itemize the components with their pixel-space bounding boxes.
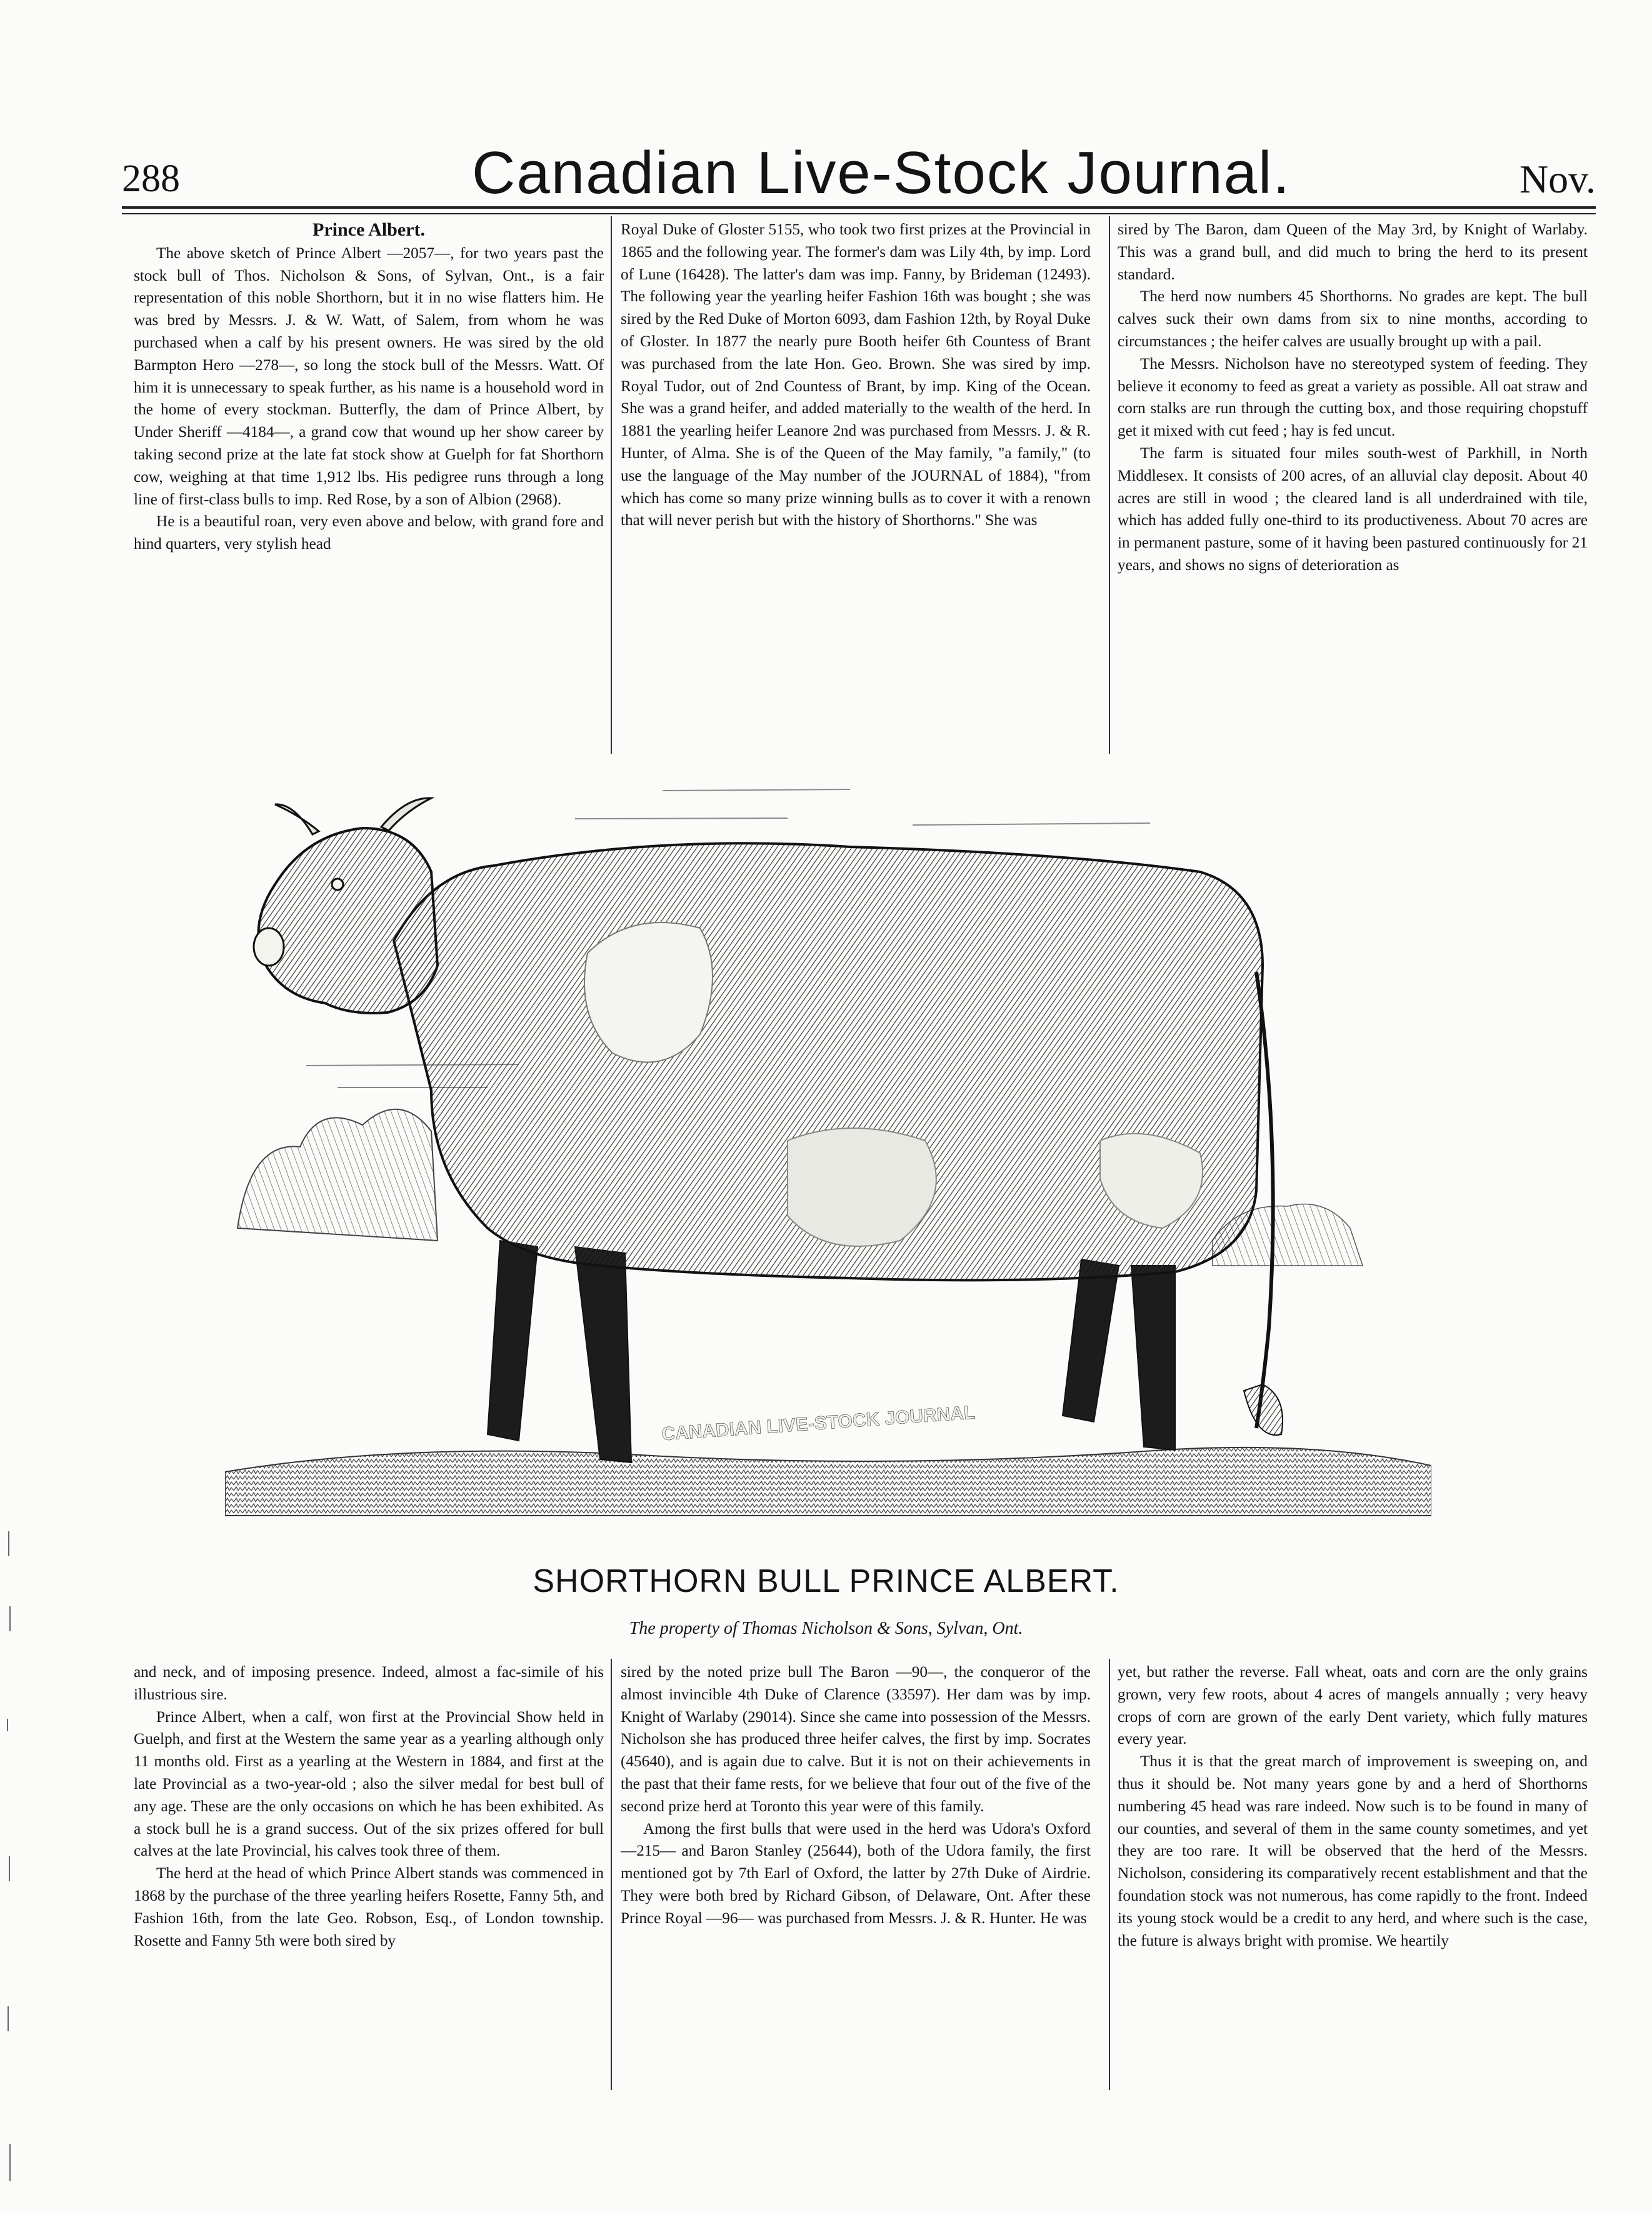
roan-patch bbox=[584, 922, 713, 1062]
lower-column-2 bbox=[621, 1661, 1091, 2092]
paragraph: and neck, and of imposing presence. Indeed, almost a fac-simile of his illustrious sire. bbox=[134, 1664, 604, 1703]
paragraph: Prince Albert, when a calf, won first at the Provincial Show held in Guelph, and first at the Western the same year as a yearling although only 11 months old. First as a yearling at the Western in 1884, and first at the late Provincial as a two-year-old ; also the silver medal for best bull of any age. These are the only occasions on which he has been exhibited. As a stock bull he is a grand success. Out of the six prizes offered for bull calves at the late Provincial, his calves took three of them. bbox=[134, 1708, 604, 1860]
bull-head bbox=[258, 828, 438, 1013]
paragraph: The Messrs. Nicholson have no stereotyped system of feeding. They believe it economy to feed as great a variety as possible. All oat straw and corn stalks are run through the cutting box, and those requiring chopstuff get it mixed with cut feed ; hay is fed uncut. bbox=[1118, 355, 1588, 440]
scan-edge-marks bbox=[4, 1531, 15, 2194]
column-divider bbox=[1109, 1659, 1110, 2090]
bull-engraving bbox=[225, 766, 1431, 1559]
lower-column-3 bbox=[1118, 1661, 1588, 2092]
journal-title: Canadian Live-Stock Journal. bbox=[472, 139, 1291, 206]
bull-horn bbox=[275, 804, 319, 834]
paragraph: yet, but rather the reverse. Fall wheat, oats and corn are the only grains grown, very few roots, about 4 acres of mangels annually ; very heavy crops of corn are grown of the early Dent variety, which fully matures every year. bbox=[1118, 1664, 1588, 1748]
background-trees bbox=[238, 1109, 438, 1241]
bull-tail-switch bbox=[1244, 1384, 1283, 1435]
column-divider bbox=[611, 216, 612, 754]
paragraph: Among the first bulls that were used in the herd was Udora's Oxford —215— and Baron Stanley (25644), both of the Udora family, the first mentioned got by 7th Earl of Oxford, the latter by 27th Duke of Airdrie. They were both bred by Richard Gibson, of Delaware, Ont. After these Prince Royal —96— was purchased from Messrs. J. & R. Hunter. He was bbox=[621, 1820, 1091, 1927]
page-number: 288 bbox=[122, 158, 180, 200]
header-rule-thick bbox=[122, 206, 1596, 209]
engraving-label: CANADIAN LIVE-STOCK JOURNAL bbox=[661, 1402, 976, 1445]
header-rule-thin bbox=[122, 213, 1596, 214]
paragraph: The above sketch of Prince Albert —2057—, for two years past the stock bull of Thos. Nicholson & Sons, of Sylvan, Ont., is a fair representation of this noble Shorthorn, but it in no wise flatters him. He was bred by Messrs. J. & W. Watt, of Salem, from whom he was purchased when a calf by his present owners. He was sired by the old Barmpton Hero —278—, so long the stock bull of the Messrs. Watt. Of him it is unnecessary to speak further, as his name is a household word in the home of every stockman. Butterfly, the dam of Prince Albert, by Under Sheriff —4184—, a grand cow that wound up her show career by taking second prize at the late fat stock show at Guelph for fat Shorthorn cow, weighing at that time 1,912 lbs. His pedigree runs through a long line of first-class bulls to imp. Red Rose, by a son of Albion (2968). bbox=[134, 244, 604, 508]
bull-eye bbox=[332, 879, 343, 890]
paragraph: The farm is situated four miles south-west of Parkhill, in North Middlesex. It consists of 200 acres, of an alluvial clay deposit. About 40 acres are still in wood ; the cleared land is all underdrained with tile, which has added fully one-third to its productiveness. About 70 acres are in permanent pasture, some of it having been pastured continuously for 21 years, and shows no signs of deterioration as bbox=[1118, 444, 1588, 574]
ground bbox=[225, 1448, 1431, 1516]
roan-patch bbox=[788, 1128, 936, 1246]
paragraph: sired by the noted prize bull The Baron —90—, the conqueror of the almost invincible 4th Duke of Clarence (33597). Her dam was by imp. Knight of Warlaby (29014). Since she came into possession of the Messrs. Nicholson she has produced three heifer calves, the first by imp. Socrates (45640), and is again due to calve. But it is not on their achievements in the past that their fame rests, for we believe that four out of the five of the second prize herd at Toronto this year were of this family. bbox=[621, 1664, 1091, 1815]
issue-month: Nov. bbox=[1519, 157, 1596, 201]
bull-horn bbox=[381, 798, 431, 831]
column-divider bbox=[611, 1659, 612, 2090]
bull-muzzle bbox=[254, 928, 284, 966]
illustration-subcaption: The property of Thomas Nicholson & Sons, Sylvan, Ont. bbox=[629, 1619, 1023, 1638]
paragraph: The herd now numbers 45 Shorthorns. No grades are kept. The bull calves suck their own dams from six to nine months, according to circumstances ; the heifer calves are usually brought up with a pail. bbox=[1118, 288, 1588, 350]
page-header bbox=[122, 139, 1596, 214]
lower-column-1 bbox=[134, 1661, 604, 2092]
paragraph: He is a beautiful roan, very even above and below, with grand fore and hind quarters, very stylish head bbox=[134, 513, 604, 553]
paragraph: sired by The Baron, dam Queen of the May 3rd, by Knight of Warlaby. This was a grand bull, and did much to bring the herd to its present standard. bbox=[1118, 221, 1588, 283]
paragraph: Thus it is that the great march of improvement is sweeping on, and thus it should be. Not many years gone by and a herd of Shorthorns numbering 45 head was rare indeed. Now such is to be found in many of our counties, and several of them in the same county sometimes, and yet they are too rare. It will be observed that the herd of the Messrs. Nicholson, considering its comparatively recent establishment and that the foundation stock was not numerous, has come rapidly to the front. Indeed its young stock would be a credit to any herd, and where such is the case, the future is always bright with promise. We heartily bbox=[1118, 1753, 1588, 1949]
illustration-caption: SHORTHORN BULL PRINCE ALBERT. bbox=[533, 1563, 1119, 1599]
paragraph: The herd at the head of which Prince Albert stands was commenced in 1868 by the purchase of the three yearling heifers Rosette, Fanny 5th, and Fashion 16th, from the late Geo. Robson, Esq., of London township. Rosette and Fanny 5th were both sired by bbox=[134, 1865, 604, 1949]
upper-column-3 bbox=[1118, 219, 1588, 756]
column-divider bbox=[1109, 216, 1110, 754]
paragraph: Royal Duke of Gloster 5155, who took two first prizes at the Provincial in 1865 and the following year. The former's dam was Lily 4th, by imp. Lord of Lune (16428). The latter's dam was imp. Fanny, by Brideman (12493). The following year the yearling heifer Fashion 16th was bought ; she was sired by the Red Duke of Morton 6093, dam Fashion 12th, by Royal Duke of Gloster. In 1877 the nearly pure Booth heifer 6th Countess of Brant was purchased from the late Hon. Geo. Brown. She was sired by imp. Royal Tudor, out of 2nd Countess of Brant, by imp. King of the Ocean. She was a grand heifer, and added materially to the wealth of the herd. In 1881 the yearling heifer Leanore 2nd was purchased from Messrs. J. & R. Hunter, of Alma. She is of the Queen of the May family, "a family," (to use the language of the May number of the JOURNAL of 1884), "from which has come so many prize winning bulls as to cover it with a renown that will never perish but with the history of Shorthorns." She was bbox=[621, 221, 1091, 529]
upper-column-1 bbox=[134, 219, 604, 756]
article-heading: Prince Albert. bbox=[313, 219, 425, 240]
upper-column-2 bbox=[621, 219, 1091, 756]
